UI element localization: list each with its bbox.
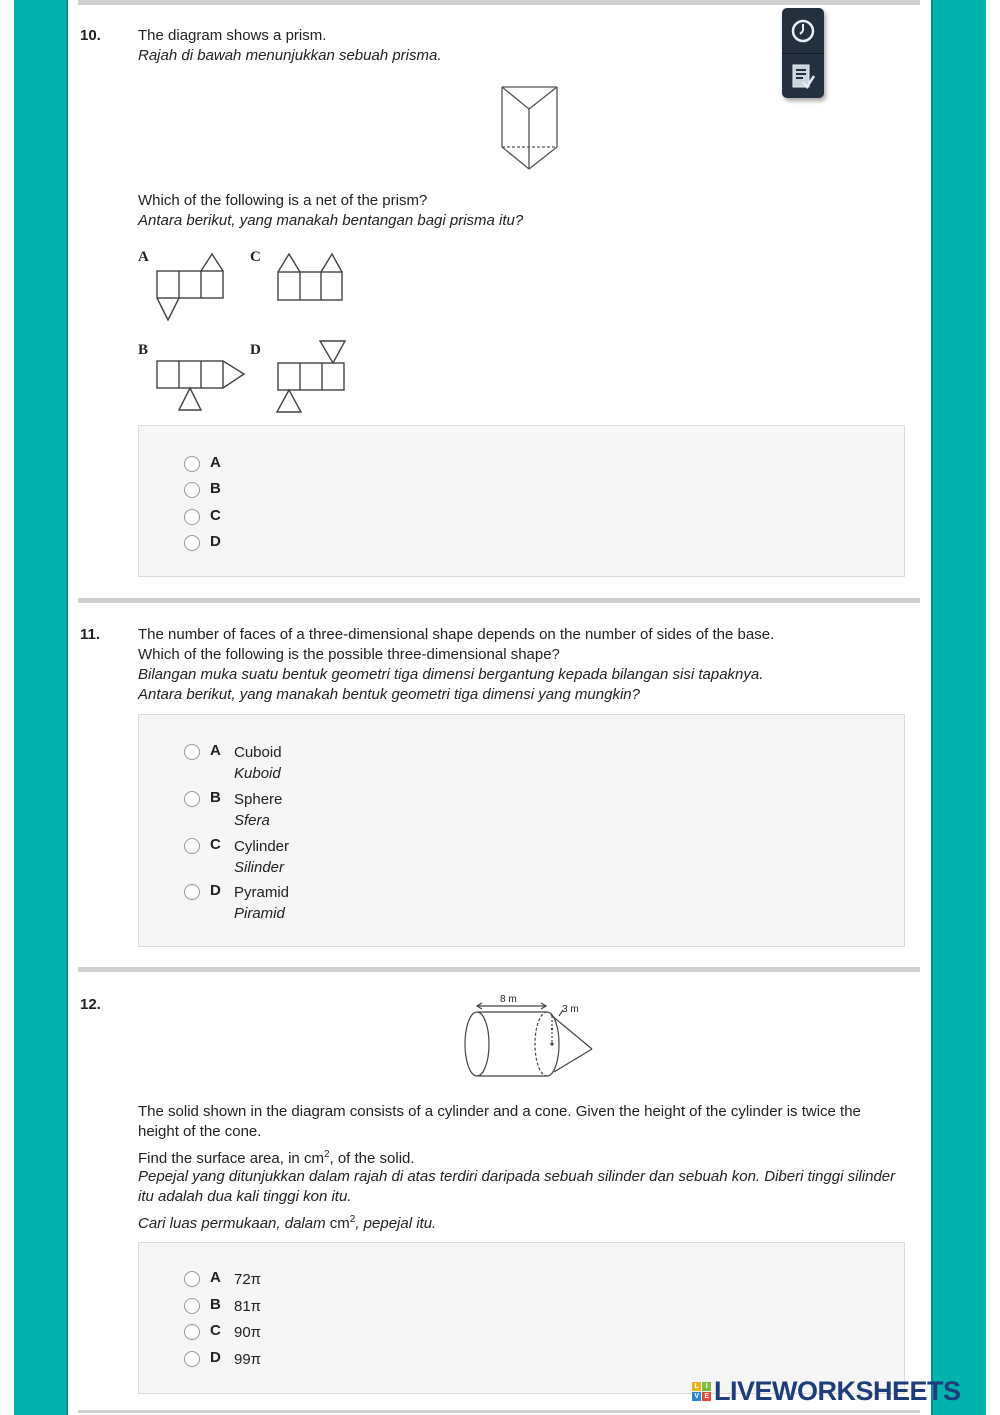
logo-text: LIVEWORKSHEETS: [714, 1376, 961, 1406]
section-divider: [78, 1410, 920, 1413]
radio-button[interactable]: [184, 838, 200, 854]
option-letter: B: [210, 1296, 221, 1313]
option-letter: A: [210, 454, 221, 471]
clock-icon: [790, 18, 816, 44]
question-text: The solid shown in the diagram consists of a cylinder and a cone. Given the height of the cylinder is twice the height of the cone.: [138, 1103, 861, 1140]
submit-answers-button[interactable]: [782, 53, 824, 99]
option-text: 81π: [234, 1298, 262, 1315]
option-letter: A: [210, 742, 221, 759]
question-text: Find the surface area, in $cm^2$, of the solid.: [138, 1149, 415, 1167]
answer-options-panel: [138, 425, 905, 577]
option-text: Pyramid: [234, 884, 290, 901]
option-b[interactable]: [184, 480, 234, 498]
question-text: The number of faces of a three-dimensional shape depends on the number of sides of the base.: [138, 626, 775, 643]
liveworksheets-logo[interactable]: [692, 1376, 961, 1407]
length-label: 8 m: [500, 994, 517, 1005]
option-letter: A: [210, 1269, 221, 1286]
option-letter: C: [210, 1322, 221, 1339]
question-prompt: Which of the following is a net of the prism?: [138, 192, 428, 209]
net-label-a: A: [138, 249, 149, 265]
net-label-d: D: [250, 342, 261, 358]
option-letter: B: [210, 789, 221, 806]
option-d[interactable]: [184, 1349, 261, 1370]
question-number: 10.: [80, 27, 101, 44]
question-text-translation: Rajah di bawah menunjukkan sebuah prisma.: [138, 47, 442, 64]
radio-button[interactable]: [184, 482, 200, 498]
radio-button[interactable]: [184, 509, 200, 525]
radio-button[interactable]: [184, 1271, 200, 1287]
right-margin-band: [931, 0, 986, 1415]
cylinder-cone-diagram: [462, 994, 602, 1082]
option-text: Sphere: [234, 791, 283, 808]
radio-button[interactable]: [184, 1324, 200, 1340]
option-b[interactable]: [184, 789, 282, 831]
timer-button[interactable]: [782, 8, 824, 53]
option-letter: C: [210, 507, 221, 524]
option-text-translation: Sfera: [234, 812, 270, 829]
option-text: Cuboid: [234, 744, 282, 761]
option-a[interactable]: [184, 1269, 261, 1290]
option-letter: D: [210, 533, 221, 550]
radio-button[interactable]: [184, 535, 200, 551]
option-d[interactable]: [184, 533, 234, 551]
option-b[interactable]: [184, 1296, 261, 1317]
net-diagram-b: [155, 358, 247, 414]
option-letter: D: [210, 1349, 221, 1366]
section-divider: [78, 0, 920, 5]
question-text-translation: Cari luas permukaan, dalam $cm^2$, pepejal itu.: [138, 1214, 437, 1232]
net-diagram-d: [274, 338, 348, 416]
question-number: 12.: [80, 996, 101, 1013]
option-letter: C: [210, 836, 221, 853]
question-text-translation: Pepejal yang ditunjukkan dalam rajah di atas terdiri daripada sebuah silinder dan sebuah kon. Diberi tinggi silinder itu adalah dua kali tinggi kon itu.: [138, 1168, 896, 1205]
option-text: 99π: [234, 1351, 262, 1368]
answer-options-panel: [138, 1242, 905, 1394]
net-label-b: B: [138, 342, 149, 358]
option-c[interactable]: [184, 507, 234, 525]
option-text-translation: Silinder: [234, 859, 285, 876]
net-diagram-c: [276, 252, 346, 304]
question-text-translation: Antara berikut, yang manakah bentuk geometri tiga dimensi yang mungkin?: [138, 686, 640, 703]
radio-button[interactable]: [184, 1298, 200, 1314]
prism-diagram: [500, 85, 560, 171]
radio-button[interactable]: [184, 1351, 200, 1367]
question-text-translation: Bilangan muka suatu bentuk geometri tiga dimensi bergantung kepada bilangan sisi tapaknya.: [138, 666, 764, 683]
left-margin-band: [14, 0, 68, 1415]
cylinder-cone-shape: [462, 994, 602, 1082]
question-text: The diagram shows a prism.: [138, 27, 327, 44]
option-letter: B: [210, 480, 221, 497]
answer-options-panel: [138, 714, 905, 947]
question-number: 11.: [80, 626, 101, 643]
option-text: Cylinder: [234, 838, 290, 855]
option-letter: D: [210, 882, 221, 899]
checklist-icon: [790, 63, 816, 91]
option-text: 90π: [234, 1324, 262, 1341]
radius-label: 3 m: [562, 1004, 579, 1015]
option-text-translation: Piramid: [234, 905, 285, 922]
option-a[interactable]: [184, 454, 234, 472]
net-diagram-a: [155, 252, 227, 324]
option-c[interactable]: [184, 836, 289, 878]
section-divider: [78, 598, 920, 603]
option-text: 72π: [234, 1271, 262, 1288]
option-a[interactable]: [184, 742, 282, 784]
option-c[interactable]: [184, 1322, 261, 1343]
net-label-c: C: [250, 249, 261, 265]
worksheet-toolbar: [782, 8, 824, 98]
question-prompt-translation: Antara berikut, yang manakah bentangan bagi prisma itu?: [138, 212, 524, 229]
section-divider: [78, 967, 920, 972]
logo-mark-icon: L I V E: [692, 1382, 711, 1401]
radio-button[interactable]: [184, 744, 200, 760]
question-text: Which of the following is the possible three-dimensional shape?: [138, 646, 560, 663]
radio-button[interactable]: [184, 884, 200, 900]
radio-button[interactable]: [184, 456, 200, 472]
option-text-translation: Kuboid: [234, 765, 281, 782]
option-d[interactable]: [184, 882, 289, 924]
radio-button[interactable]: [184, 791, 200, 807]
